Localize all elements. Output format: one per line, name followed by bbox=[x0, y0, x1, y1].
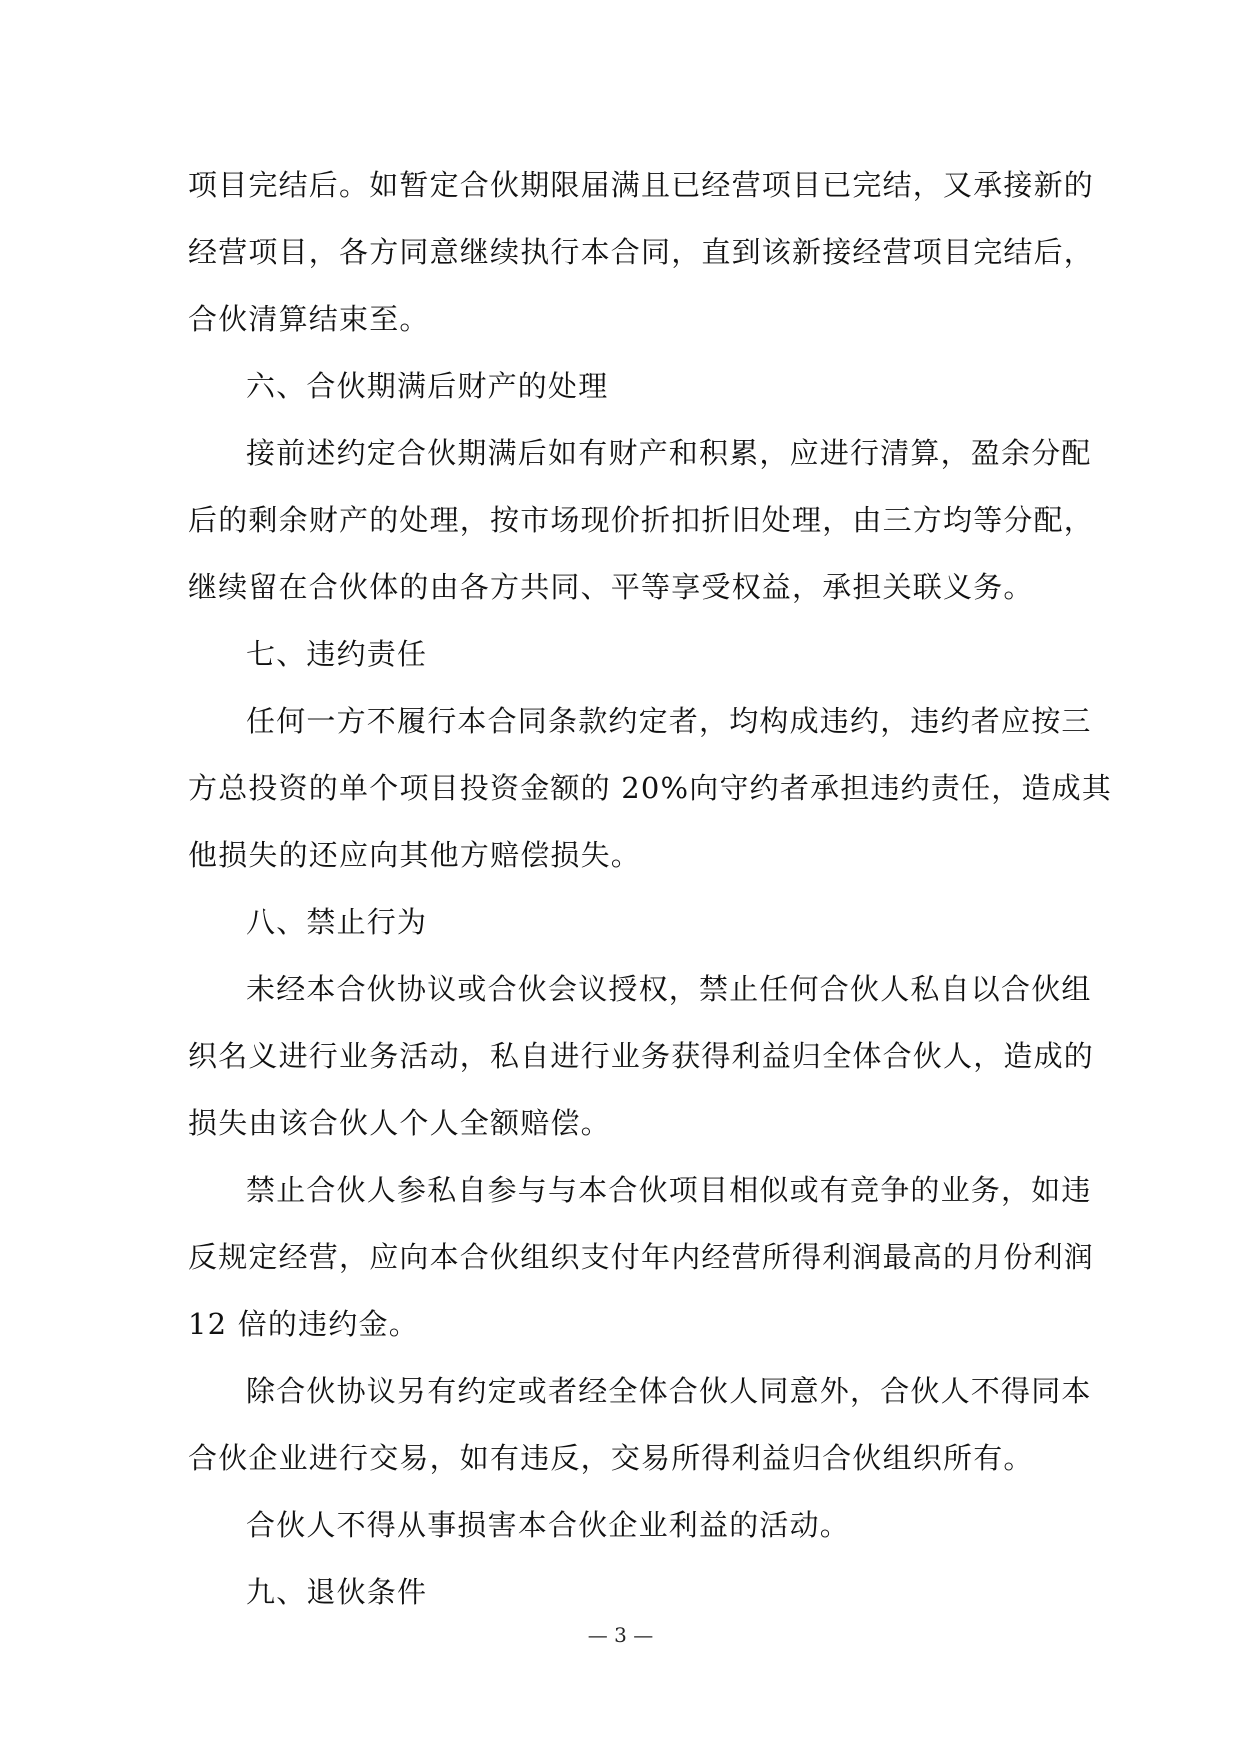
section-heading-7: 七、违约责任 bbox=[246, 637, 428, 671]
paragraph-line: 12 倍的违约金。 bbox=[188, 1307, 419, 1341]
page-number: — 3 — bbox=[587, 1623, 654, 1647]
paragraph-line: 经营项目，各方同意继续执行本合同，直到该新接经营项目完结后， bbox=[188, 235, 1095, 269]
paragraph-line: 合伙人不得从事损害本合伙企业利益的活动。 bbox=[246, 1508, 851, 1542]
paragraph-line: 反规定经营，应向本合伙组织支付年内经营所得利润最高的月份利润 bbox=[188, 1240, 1095, 1274]
paragraph-line: 未经本合伙协议或合伙会议授权，禁止任何合伙人私自以合伙组 bbox=[246, 972, 1092, 1006]
paragraph-line: 接前述约定合伙期满后如有财产和积累，应进行清算，盈余分配 bbox=[246, 436, 1092, 470]
paragraph-line: 禁止合伙人参私自参与与本合伙项目相似或有竞争的业务，如违 bbox=[246, 1173, 1092, 1207]
paragraph-line: 损失由该合伙人个人全额赔偿。 bbox=[188, 1106, 611, 1140]
paragraph-line: 方总投资的单个项目投资金额的 20%向守约者承担违约责任，造成其 bbox=[188, 771, 1113, 805]
paragraph-line: 织名义进行业务活动，私自进行业务获得利益归全体合伙人，造成的 bbox=[188, 1039, 1095, 1073]
paragraph-line: 他损失的还应向其他方赔偿损失。 bbox=[188, 838, 642, 872]
paragraph-line: 合伙企业进行交易，如有违反，交易所得利益归合伙组织所有。 bbox=[188, 1441, 1034, 1475]
paragraph-line: 后的剩余财产的处理，按市场现价折扣折旧处理，由三方均等分配， bbox=[188, 503, 1095, 537]
paragraph-line: 任何一方不履行本合同条款约定者，均构成违约，违约者应按三 bbox=[246, 704, 1092, 738]
paragraph-line: 继续留在合伙体的由各方共同、平等享受权益，承担关联义务。 bbox=[188, 570, 1034, 604]
section-heading-8: 八、禁止行为 bbox=[246, 905, 428, 939]
paragraph-line: 项目完结后。如暂定合伙期限届满且已经营项目已完结，又承接新的 bbox=[188, 168, 1095, 202]
paragraph-line: 合伙清算结束至。 bbox=[188, 302, 430, 336]
section-heading-9: 九、退伙条件 bbox=[246, 1575, 428, 1609]
paragraph-line: 除合伙协议另有约定或者经全体合伙人同意外，合伙人不得同本 bbox=[246, 1374, 1092, 1408]
document-body bbox=[188, 152, 1113, 1626]
section-heading-6: 六、合伙期满后财产的处理 bbox=[246, 369, 609, 403]
